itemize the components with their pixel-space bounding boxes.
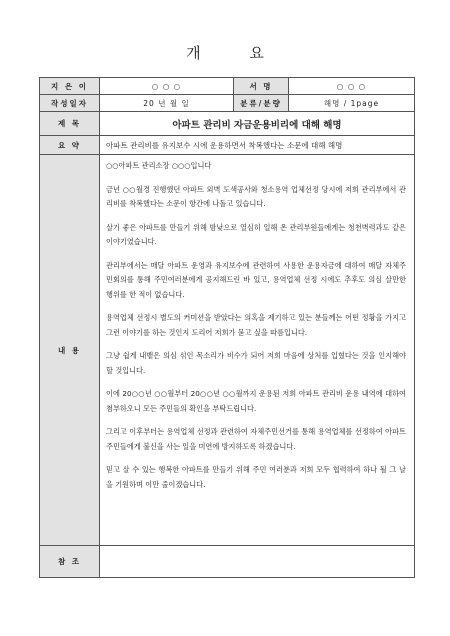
author-value: ○ ○ ○ <box>100 78 234 95</box>
content-paragraph: 이에 20○○년 ○○월부터 20○○년 ○○월까지 운용된 저희 아파트 관리비 운용 내역에 대하여 첨부하오니 모든 주민들의 확인을 부탁드립니다. <box>106 389 406 413</box>
content-body <box>100 155 415 546</box>
date-value: 20 년 월 일 <box>100 95 234 112</box>
reference-label: 참 조 <box>40 546 100 578</box>
subject-row <box>40 112 415 136</box>
category-value: 해명 / 1page <box>289 95 415 112</box>
content-paragraph: 그냥 쉽게 내뱉은 의심 섞인 목소리가 비수가 되어 저희 마음에 상처를 입혔다는 것을 인지해야 할 것입니다. <box>106 351 406 375</box>
author-label: 지 은 이 <box>40 78 100 95</box>
seo-value: ○ ○ ○ <box>289 78 415 95</box>
overview-table <box>39 77 415 578</box>
content-paragraph: 관리부에서는 매달 아파트 운영과 유지보수에 관련하여 사용한 운용자금에 대하여 매달 자체주민회의를 통해 주민여러분에게 공지해드린 바 있고, 용역업체 선정 시에도 추후도 의심 살만한 행위를 한 적이 없습니다. <box>106 260 406 299</box>
content-label: 내 용 <box>40 155 100 546</box>
content-paragraph: 금년 ○○월경 진행했던 아파트 외벽 도색공사와 청소용역 업체선정 당시에 저희 관리부에서 관리비를 착복했다는 소문이 항간에 나돌고 있습니다. <box>106 184 406 208</box>
content-paragraph: 용역업체 선정시 별도의 커미션을 받았다는 의혹을 제기하고 있는 분들께는 어떤 정황을 가지고 그런 이야기를 하는 것인지 도리어 저희가 묻고 싶을 따름입니다. <box>106 313 406 337</box>
content-row <box>40 155 415 546</box>
document-title: 개 요 <box>186 44 286 62</box>
date-label: 작성일자 <box>40 95 100 112</box>
summary-value: 아파트 관리비를 유지보수 시에 운용하면서 착복했다는 소문에 대해 해명 <box>100 136 415 155</box>
subject-label: 제 목 <box>40 112 100 136</box>
category-label: 분류/분량 <box>234 95 289 112</box>
reference-value <box>100 546 415 578</box>
summary-label: 요 약 <box>40 136 100 155</box>
subject-value: 아파트 관리비 자금운용비리에 대해 해명 <box>100 112 415 136</box>
content-paragraph: 그리고 이후부터는 용역업체 선정과 관련하여 자체주민선거를 통해 용역업체를 선정하여 아파트 주민들에게 불신을 사는 일을 미연에 방지하도록 하겠습니다. <box>106 427 406 451</box>
content-paragraph: 살기 좋은 아파트를 만들기 위해 밤낮으로 열심히 일해 온 관리부원들에게는 청천벽력과도 같은 이야기였습니다. <box>106 222 406 246</box>
reference-row <box>40 546 415 578</box>
content-paragraph: 믿고 살 수 있는 행복한 아파트를 만들기 위해 주민 여러분과 저희 모두 협력하여 하나 될 그 날을 기원하며 이만 줄이겠습니다. <box>106 465 406 489</box>
content-paragraph: ○○아파트 관리소장 ○○○입니다 <box>106 161 212 170</box>
author-row <box>40 78 415 95</box>
seo-label: 서 명 <box>234 78 289 95</box>
date-row <box>40 95 415 112</box>
summary-row <box>40 136 415 155</box>
